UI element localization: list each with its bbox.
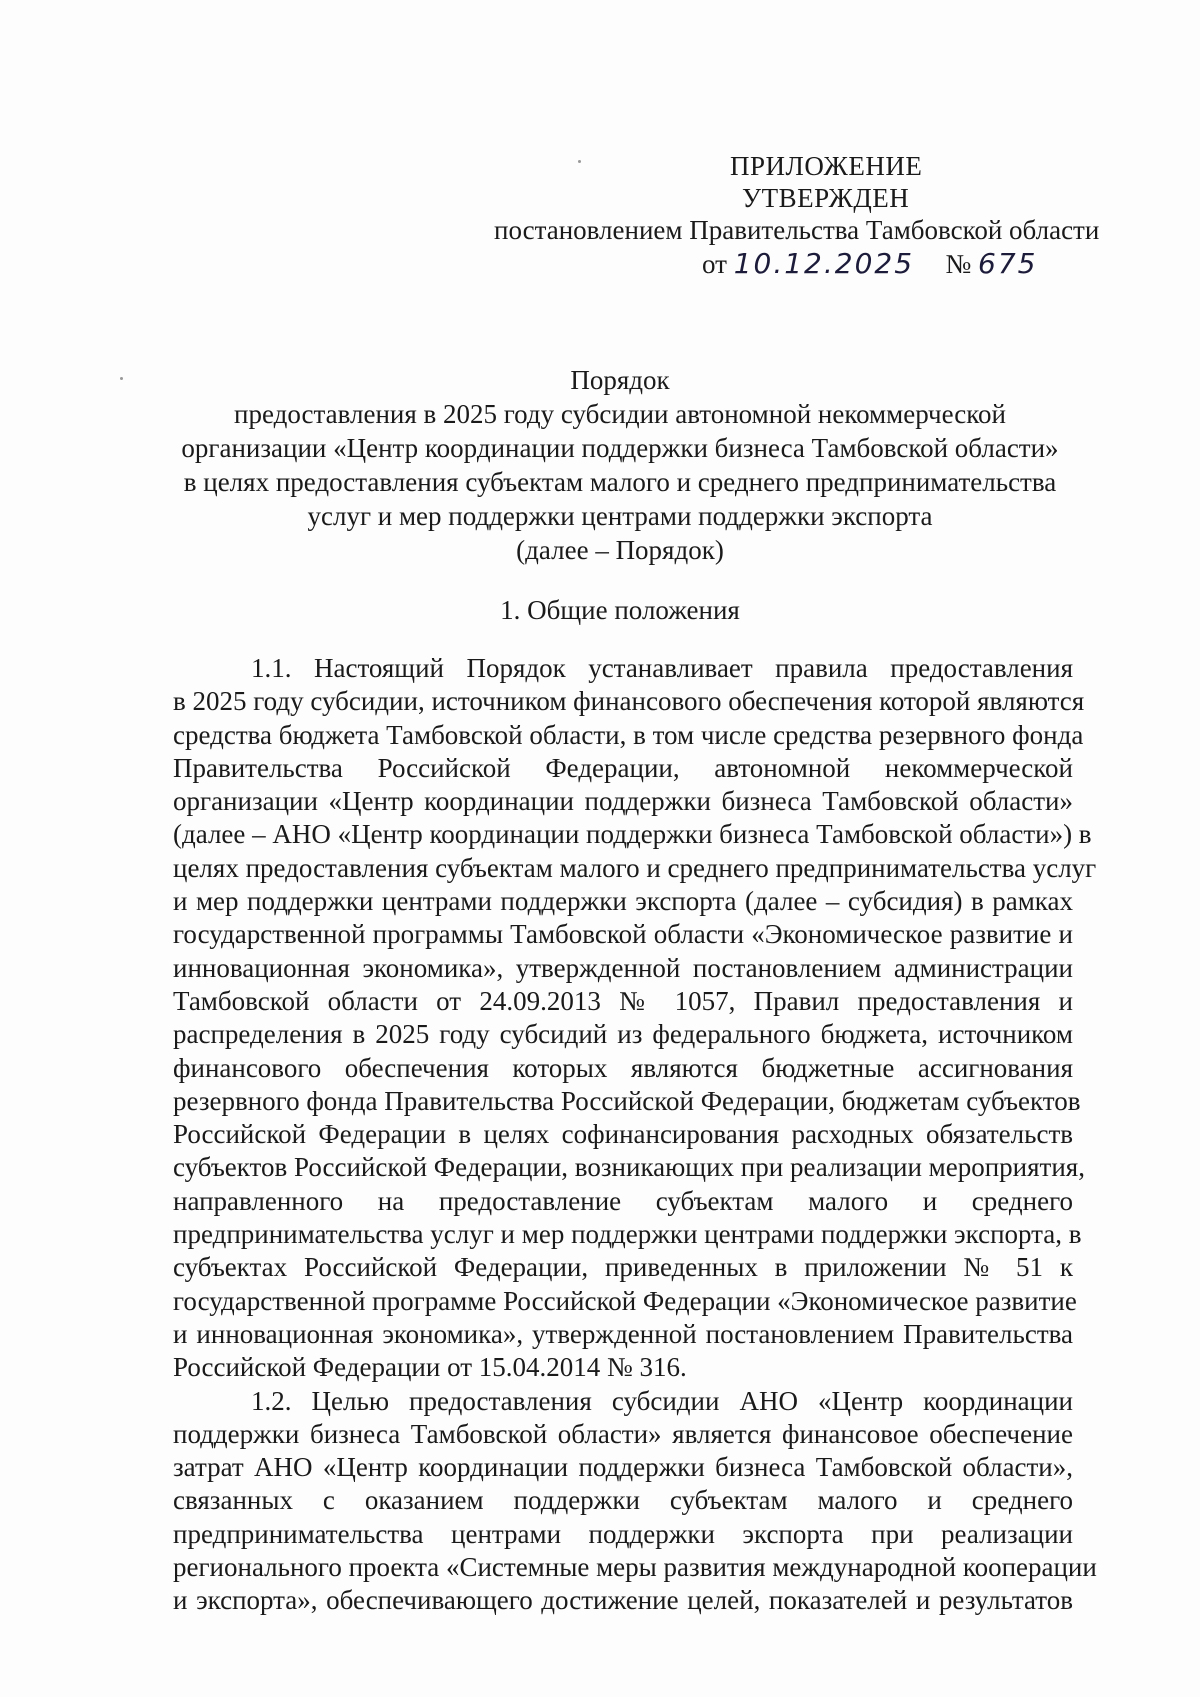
body-text <box>173 652 1097 1618</box>
paragraph-line: предпринимательства услуг и мер поддержки центрами поддержки экспорта, в <box>173 1219 1082 1250</box>
handwritten-number: 675 <box>978 247 1038 280</box>
paragraph-line: целях предоставления субъектам малого и среднего предпринимательства услуг <box>173 852 1097 883</box>
approved-label: УТВЕРЖДЕН <box>742 183 910 213</box>
scan-speck <box>120 377 123 380</box>
paragraph-line: распределения в 2025 году субсидий из федерального бюджета, источником <box>173 1019 1073 1050</box>
paragraph-line: 1.1. Настоящий Порядок устанавливает правила предоставления <box>251 653 1073 683</box>
paragraph-line: государственной программе Российской Федерации «Экономическое развитие <box>173 1285 1077 1316</box>
paragraph-line: финансового обеспечения которых являются бюджетные ассигнования <box>173 1052 1073 1083</box>
title-line: Порядок <box>570 365 670 395</box>
title-line: услуг и мер поддержки центрами поддержки экспорта <box>307 501 933 531</box>
paragraph-line: связанных с оказанием поддержки субъектам малого и среднего <box>173 1485 1073 1516</box>
paragraph-line: Российской Федерации от 15.04.2014 № 316. <box>173 1352 687 1383</box>
paragraph-line: предпринимательства центрами поддержки экспорта при реализации <box>173 1518 1073 1549</box>
paragraph-line: Российской Федерации в целях софинансирования расходных обязательств <box>173 1119 1073 1150</box>
paragraph-line: и мер поддержки центрами поддержки экспорта (далее – субсидия) в рамках <box>173 886 1073 917</box>
paragraph-line: организации «Центр координации поддержки бизнеса Тамбовской области» <box>173 786 1073 817</box>
appendix-label: ПРИЛОЖЕНИЕ <box>730 151 923 181</box>
title-line: в целях предоставления субъектам малого и среднего предпринимательства <box>183 467 1057 497</box>
paragraph-line: поддержки бизнеса Тамбовской области» является финансовое обеспечение <box>173 1418 1073 1449</box>
paragraph-line: затрат АНО «Центр координации поддержки бизнеса Тамбовской области», <box>173 1452 1073 1483</box>
paragraph-line: государственной программы Тамбовской области «Экономическое развитие и <box>173 919 1073 950</box>
paragraph-line: и инновационная экономика», утвержденной постановлением Правительства <box>173 1318 1073 1349</box>
paragraph-line: и экспорта», обеспечивающего достижение целей, показателей и результатов <box>173 1585 1073 1616</box>
paragraph-line: регионального проекта «Системные меры развития международной кооперации <box>173 1552 1097 1583</box>
paragraph-line: Тамбовской области от 24.09.2013 № 1057, Правил предоставления и <box>173 985 1073 1016</box>
paragraph-line: резервного фонда Правительства Российской Федерации, бюджетам субъектов <box>173 1085 1081 1116</box>
paragraph-line: средства бюджета Тамбовской области, в том числе средства резервного фонда <box>173 719 1084 750</box>
paragraph-line: в 2025 году субсидии, источником финансового обеспечения которой являются <box>173 686 1085 717</box>
approval-stamp-block <box>480 150 1100 280</box>
paragraph-line: субъектах Российской Федерации, приведенных в приложении № 51 к <box>173 1252 1073 1283</box>
date-prefix: от <box>702 249 727 279</box>
number-prefix: № <box>945 249 972 279</box>
paragraph-line: направленного на предоставление субъектам малого и среднего <box>173 1185 1073 1216</box>
paragraph-line: Правительства Российской Федерации, автономной некоммерческой <box>173 752 1073 783</box>
paragraph-line: инновационная экономика», утвержденной постановлением администрации <box>173 952 1073 983</box>
title-line: организации «Центр координации поддержки бизнеса Тамбовской области» <box>181 433 1059 463</box>
paragraph-line: (далее – АНО «Центр координации поддержки бизнеса Тамбовской области») в <box>173 819 1092 850</box>
handwritten-date: 10.12.2025 <box>733 247 915 280</box>
paragraph-line: субъектов Российской Федерации, возникающих при реализации мероприятия, <box>173 1152 1085 1183</box>
title-line: предоставления в 2025 году субсидии автономной некоммерческой <box>234 399 1006 429</box>
decree-reference: постановлением Правительства Тамбовской области <box>494 215 1100 245</box>
document-title <box>170 363 1070 567</box>
section-heading: 1. Общие положения <box>500 595 740 625</box>
paragraph-line: 1.2. Целью предоставления субсидии АНО «Центр координации <box>251 1385 1073 1416</box>
date-number-line <box>480 248 1100 280</box>
title-line: (далее – Порядок) <box>516 535 724 565</box>
